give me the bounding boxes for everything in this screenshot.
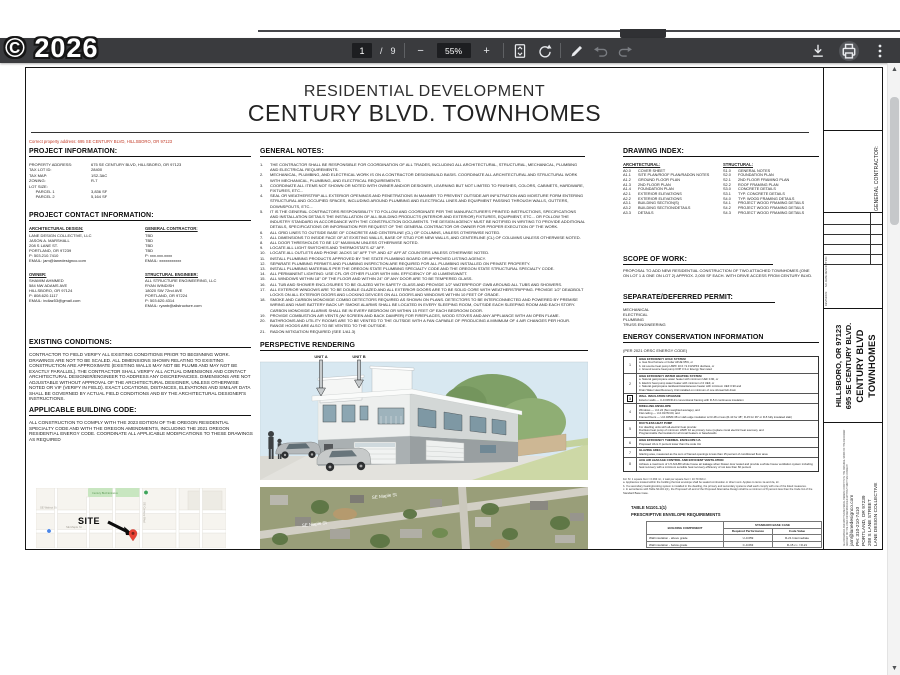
note-number: 20. [260, 318, 266, 324]
project-name-box [824, 309, 882, 423]
page-number-input[interactable] [352, 43, 372, 58]
redo-button[interactable] [617, 41, 633, 61]
contact-block [145, 272, 257, 309]
info-label: ZONING: [29, 178, 46, 184]
note-number: 17. [260, 286, 266, 292]
energy-row-content [637, 448, 818, 457]
vicinity-map-image [36, 488, 226, 548]
title-block [823, 68, 882, 549]
info-label: PROPERTY ADDRESS: [29, 162, 73, 167]
zoom-out-button[interactable]: − [413, 41, 429, 61]
energy-row-content [637, 404, 818, 420]
energy-row-number-cell [624, 357, 637, 373]
component-cell: Wall insulation - below grade [647, 541, 724, 548]
contact-block-title: GENERAL CONTRACTOR: [145, 226, 198, 231]
firm-line: PH: 310-210-7410 [855, 506, 861, 546]
sheet-name: COVER SHEET [638, 168, 666, 173]
project-name-line: CENTURY BLVD TOWNHOMES [854, 328, 877, 403]
col-code-value: Code Value [773, 528, 822, 535]
firm-line: jam@lanedesignco.com [849, 494, 855, 546]
scope-of-work-body: PROPOSAL TO ADD NEW RESIDENTIAL CONSTRUCTION OF TWO ATTACHED TOWNHOMES (ONE ON LOT 1 & ONE ON LOT 2) APPROX. 2,000 SF EACH. WITH DRIVE ACCESS FROM CENTURY BLVD. [623, 268, 813, 278]
energy-footnote: a. Appliances located within the building thermal envelope shall be sealed combustion or direct vent. Applies to items 1a and 2a, 2c. [623, 481, 780, 485]
info-label: LOT SIZE: [29, 183, 48, 189]
energy-table-row [624, 458, 818, 470]
energy-table-row [624, 374, 818, 394]
energy-row-title: ACH AIR LEAKAGE CONTROL AND EFFICIENT VENTILATION [639, 458, 724, 463]
info-value: R-7 [91, 178, 98, 184]
note-number: 1. [260, 162, 264, 167]
note-number: 2. [260, 172, 264, 178]
unit-a-label: UNIT A [314, 354, 328, 359]
map-street-label: SE Century Blvd [142, 502, 147, 523]
sheet-number: S2.2 [723, 182, 731, 187]
info-value: 5,164 SF [91, 194, 108, 200]
general-notes-header: GENERAL NOTES: [260, 148, 585, 157]
toolbar-center-group [352, 38, 633, 63]
note-text: ALL DIMENSIONS TO INSIDE FACE OF AT EXISTING WALLS, BASE OF STUD FOR NEW WALLS, AND CENTERLINE (CL) OF COLUMNS UNLESS OTHERWISE NOTED. [270, 234, 581, 240]
energy-row-body: a. Gas fired furnace or boiler AFUE 95%, or b. Air-source heat pump HSPF 10.0 / 9.0 HSPF2 ductless, or c. Ground source heat pump COP 3.3 or Energy Star rated [639, 360, 715, 372]
note-text: LOCATE ALL LIGHT SWITCHES AND THERMOSTATS 42" AFF. [270, 245, 385, 251]
energy-table-row [624, 394, 818, 404]
sheet-number: A1.4 [623, 187, 631, 192]
sheet-name: TYP. WOOD FRAMING DETAILS [738, 196, 795, 201]
envelope-table-row [647, 535, 822, 542]
scroll-up-button[interactable]: ▲ [888, 63, 900, 76]
sheet-name: BUILDING SECTION(S) [638, 201, 679, 206]
title-rule [31, 132, 809, 133]
sheet-number: A0.0 [623, 168, 631, 173]
energy-row-title: HIGH EFFICIENCY THERMAL ENVELOPE UA [639, 438, 701, 443]
architectural-title: ARCHITECTURAL: [623, 162, 661, 167]
note-number: 6. [260, 229, 264, 235]
existing-conditions-body: CONTRACTOR TO FIELD VERIFY ALL EXISTING CONDITIONS PRIOR TO BEGINNING WORK. DRAWINGS ARE NOT TO BE SCALED. ALL DIMENSIONS SHOWN RELATING TO EXISTING CONSTRUCTION ARE APPROXIMATE (EXISTING WALLS MAY NOT BE PLUMB AND MAY NOT BE EXACTLY PARALLEL). THE CONTRACTOR SHALL VERIFY ALL ACTUAL DIMENSIONS AND CONTACT ARCHITECTURAL DESIGNER/ENGINEER TO ADDRESS ANY DISCREPANCIES. DIMENSIONS ARE NOT ADJUSTABLE WITHOUT APPROVAL OF THE ARCHITECTURAL DESIGNER, UNLESS OTHERWISE NOTED OR VIF (VERIFY IN FIELD). EXACT LOCATIONS, DISTANCES, ELEVATIONS AND SIMILAR DATA SHALL BE GOVERNED BY ACTUAL FIELD CONDITIONS AND BY THE ARCHITECTURAL DESIGNER'S INSTRUCTIONS. [29, 352, 251, 401]
note-text: ALL DOOR THRESHOLDS TO BE 1/2" MAXIMUM UNLESS OTHERWISE NOTED. [270, 240, 419, 246]
energy-row-content [637, 394, 818, 403]
energy-row-number-cell [624, 404, 637, 420]
page-total: 9 [390, 45, 396, 56]
note-text: SMOKE AND CARBON MONOXIDE COMBO DETECTORS REQUIRED AS SHOWN ON PLANS. DETECTORS TO BE INTERCONNECTED AND POWERED BY PREMISE WIRING AND HAVE BATTERY BACK UP. SMOKE ALARMS SHALL BE LOCATED IN EVERY SLEEPING ROOM, OUTSIDE EACH SLEEPING ROOM AND EACH STORY. CARBON MONOXIDE ALARMS SHALL BE IN EVERY BEDROOM OR WITHIN 15 FEET OF EACH BEDROOM DOOR. [270, 297, 578, 313]
sheet-name: EXTERIOR ELEVATIONS [638, 196, 682, 201]
energy-row-content [637, 421, 818, 437]
sheet-number: S2.0 [723, 173, 731, 178]
sheet-number: S3.0 [723, 187, 731, 192]
energy-table-row [624, 448, 818, 458]
rotate-icon [536, 43, 552, 59]
energy-table-row [624, 357, 818, 374]
contact-block-lines: TBD TBD TBD TBD P: xxx.xxx.xxxx EMAIL: xxxxxxxxxxx [145, 232, 182, 263]
redo-icon [617, 43, 633, 59]
sheet-name: ROOF FRAMING PLAN [738, 182, 779, 187]
energy-footnotes [623, 478, 819, 495]
firm-box [824, 423, 882, 549]
map-transit-dot [47, 529, 51, 533]
contact-block-lines: ALL STRUCTURE ENGINEERING, LLC RYAN WINDISH 18020 SW 72nd AVE PORTLAND, OR 97224 P: 503.620.4314 EMAIL: ryanb@allstructure.com [145, 278, 217, 308]
note-number: 5. [260, 208, 264, 214]
note-number: 10. [260, 250, 266, 256]
firm-line: LANE DESIGN COLLECTIVE [873, 482, 879, 546]
note-text: RADON MITIGATION REQUIRED (SEE 1/A1.3) [270, 328, 356, 334]
sheet-number: A1.1 [623, 173, 631, 178]
copyright-watermark: © 2026 [5, 33, 99, 63]
energy-row-content [637, 458, 818, 470]
contact-block [29, 272, 141, 309]
more-options-button[interactable] [872, 41, 888, 61]
note-text: ALL EXTERIOR WINDOWS ARE TO BE DOUBLE GLAZED AND ALL EXTERIOR DOORS ARE TO BE SOLID CORE WITH WEATHERSTRIPPING. PROVIDE 1/2" DEADBOLT LOCKS ON ALL EXTERIOR DOORS AND LOCKING DEVICES ON ALL DOORS AND WINDOWS WITHIN 10 FEET OF GRADE. [270, 286, 584, 298]
zoom-level-display[interactable]: 55% [437, 43, 471, 58]
note-number: 9. [260, 245, 264, 251]
sheet-name: TYP. CONCRETE DETAILS [738, 192, 785, 197]
pdf-toolbar [0, 38, 900, 63]
more-vert-icon [872, 43, 888, 59]
sheet-name: 2ND FLOOR FRAMING PLAN [738, 177, 790, 182]
index-row [623, 211, 717, 216]
contact-block-title: ARCHITECTURAL DESIGN: [29, 226, 84, 231]
sheet-title: CENTURY BLVD. TOWNHOMES [247, 100, 602, 126]
contacts-header: PROJECT CONTACT INFORMATION: [29, 212, 251, 221]
sheet-number: A1.2 [623, 177, 631, 182]
note-text: ALL PERMANENT LIGHTING: USE CFL OR OTHER FLUOR WITH MIN. EFFICIENCY OF 40 LUMENS/WATT. [270, 271, 468, 277]
general-note-item [260, 287, 585, 297]
col-required-performance: Required Performance [724, 528, 773, 535]
note-text: COORDINATE ALL ITEMS NOT SHOWN OR NOTED WITH OWNER AND/OR DESIGNER, LEARNING BUT NOT LIMITED TO FINISHES, COLORS, CABINETS, HARDWARE, FIXTURES, ETC... [270, 182, 584, 194]
general-note-item [260, 162, 585, 172]
energy-row-number: 2 [629, 381, 631, 386]
aerial-street-label: SE Maple St [301, 519, 327, 528]
pdf-page [25, 67, 883, 550]
envelope-table-number: TABLE N1101.1(1) [631, 505, 667, 510]
note-text: SEPARATE PLUMBING PERMITS AND PLUMBING INSPECTION ARE REQUIRED FOR ALL PLUMBING INSTALLED ON PRIVATE PROPERTY. [270, 260, 531, 266]
sheet-name: GENERAL NOTES [738, 168, 771, 173]
energy-row-title: WALL INSULATION UPGRADE [639, 394, 681, 399]
sheet-name: DETAILS [638, 210, 654, 215]
undo-icon [593, 43, 609, 59]
index-row [723, 211, 819, 216]
note-number: 12. [260, 260, 266, 266]
pen-icon [569, 43, 585, 59]
sheet-name: GROUND FLOOR PLAN [638, 177, 680, 182]
component-cell: Wall insulation - above grade [647, 535, 724, 542]
print-button[interactable] [839, 41, 859, 61]
firm-line: 208 S LANE STREET [867, 499, 873, 546]
site-label: SITE [78, 516, 101, 526]
sheet-number: S4.1 [723, 201, 731, 206]
info-label: PARCEL 2 [29, 194, 55, 200]
print-icon [839, 41, 859, 61]
note-number: 18. [260, 297, 266, 303]
project-name-line: 695 SE CENTURY BLVD. [843, 322, 853, 409]
general-note-item [260, 183, 585, 193]
energy-row-number-cell [624, 458, 637, 470]
note-number: 11. [260, 255, 266, 261]
revisions-box [824, 213, 882, 309]
sheet-number: S1.0 [723, 168, 731, 173]
energy-row-number: 5 [629, 427, 631, 432]
annotate-button[interactable] [569, 41, 585, 61]
note-text: PROVIDE COMBUSTION AIR VENTS (W/ SCREEN AND BACK DAMPER) FOR FIREPLACES, WOOD STOVES AND ANY APPLIANCE WITH AN OPEN FLAME. [270, 312, 560, 318]
general-note-item [260, 318, 585, 328]
note-number: 21. [260, 328, 266, 334]
sheet-subtitle: RESIDENTIAL DEVELOPMENT [303, 83, 546, 100]
sheet-name: FOUNDATION PLAN [738, 173, 774, 178]
map-park-dot [144, 490, 148, 494]
perspective-rendering-image [260, 352, 588, 480]
fit-page-icon [512, 43, 528, 59]
contact-block-lines: LANE DESIGN COLLECTIVE, LLC JASON A. MARSHALL 208 S LANE ST. PORTLAND, OR 97239 P: 503.210.7410 EMAIL: jam@lanedesignco.com [29, 232, 92, 263]
energy-row-title: GLAZING AREA [639, 448, 661, 453]
project-name-line: HILLSBORO, OR 97123 [833, 324, 843, 407]
info-label: TAX LOT ID: [29, 167, 52, 173]
energy-row-number: 6 [629, 440, 631, 445]
general-note-item [260, 172, 585, 182]
sheet-number: A3.1 [623, 201, 631, 206]
energy-row-number: 1 [629, 362, 631, 367]
note-number: 3. [260, 182, 264, 188]
energy-row-title: HIGH EFFICIENCY HVAC SYSTEM [639, 357, 686, 362]
deferred-permit-item: MECHANICAL [623, 307, 650, 312]
energy-row-number-cell [624, 374, 637, 393]
structural-title: STRUCTURAL: [723, 162, 754, 167]
general-contractor-box [824, 131, 882, 213]
energy-row-number-cell [624, 421, 637, 437]
toolbar-divider [560, 43, 561, 58]
note-number: 8. [260, 240, 264, 246]
sheet-name: FOUNDATION PLAN [638, 187, 674, 192]
browser-chrome-divider [258, 30, 900, 32]
info-label: TAX MAP: [29, 172, 48, 178]
existing-conditions-header: EXISTING CONDITIONS: [29, 339, 251, 348]
sheet-number: S2.1 [723, 177, 731, 182]
note-text: ALL WINDOWS WITHIN 18" OF THE FLOOR AND WITHIN 24" OF ANY DOOR ARE TO BE TEMPERED GLASS. [270, 276, 473, 282]
col-building-component: BUILDING COMPONENT [647, 522, 724, 535]
info-value: 28400 [91, 167, 103, 173]
contact-block [145, 226, 257, 263]
note-number: 15. [260, 276, 266, 282]
aerial-street-label: SE Maple St [371, 491, 397, 500]
energy-footnote: For SI: 1 square foot = 0.093 m², 1 watt per square foot = 10.79 W/m². [623, 478, 707, 481]
contact-block-title: OWNER: [29, 271, 47, 277]
fit-page-button[interactable] [512, 41, 528, 61]
firm-line: PORTLAND, OR 97239 [861, 495, 867, 546]
project-info-rows [29, 162, 255, 200]
envelope-requirements-table [646, 521, 822, 548]
undo-button[interactable] [593, 41, 609, 61]
info-label: PARCEL 1 [29, 189, 55, 195]
energy-table-row [624, 438, 818, 448]
deferred-permit-item: PLUMBING [623, 317, 644, 322]
note-text: IT IS THE GENERAL CONTRACTORS RESPONSIBILITY TO FOLLOW AND COORDINATE PER THE MANUFACTURER'S PRINTED INSTRUCTIONS, SPECIFICATIONS AND INSTALLATION DETAILS THE INSTALLATION OF ALL BUILDING PRODUCTS (INTERIOR AND EXTERIOR) FIXTURES, EQUIPMENT, ETC... OR FOLLOW THE INDUSTRY STANDARD IN ACCORDANCE WITH THE CONSTRUCTION DOCUMENTS. THE DESIGN AGENCY MUST BE NOTIFIED IN WRITING TO PROVIDE ADDITIONAL DETAILS, SPECIFICATIONS OR INFORMATION PER REQUEST OF THE GENERAL CONTRACTOR OR OWNER FOR PROPER EXECUTION OF THE WORK. [270, 208, 585, 230]
map-street-label: SE Walnut St [40, 505, 57, 510]
energy-row-title: DWELLING ENVELOPE [639, 404, 671, 409]
sheet-name: PROJECT WOOD FRAMING DETAILS [738, 201, 805, 206]
general-note-item [260, 209, 585, 230]
note-text: INSTALL PLUMBING MATERIALS PER THE OREGON STATE PLUMBING SPECIALTY CODE AND THE OREGON STATE STRUCTURAL SPECIALTY CODE. [270, 266, 555, 272]
energy-header: ENERGY CONSERVATION INFORMATION [623, 334, 819, 343]
download-button[interactable] [810, 41, 826, 61]
toolbar-divider [503, 43, 504, 58]
scope-of-work-header: SCOPE OF WORK: [623, 256, 773, 265]
unit-b-label: UNIT B [352, 354, 366, 359]
info-value: 675 SE CENTURY BLVD, HILLSBORO, OR 97123 [91, 162, 182, 167]
energy-row-body: Achieve a maximum of 1.5 ACH50 whole house air leakage when blower door tested and provide a whole house ventilation system including heat recovery with a minimum sensible heat recovery efficiency of not less than 60 percent [639, 461, 813, 470]
sheet-number: A1.3 [623, 182, 631, 187]
sheet-number: A3.2 [623, 206, 631, 211]
note-text: ALL TUB AND SHOWER ENCLOSURES TO BE GLAZED WITH SAFETY GLASS AND PROVIDE 1/2" WATERPROOF GWB AROUND ALL TUBS AND SHOWERS. [270, 281, 563, 287]
project-info-header: PROJECT INFORMATION: [29, 148, 251, 157]
energy-row-content [637, 374, 818, 393]
col-standard-base-case: STANDARD BASE CASE [724, 522, 822, 529]
toolbar-right-group [810, 38, 888, 63]
browser-chrome-tab [620, 29, 666, 38]
deferred-permit-items [623, 307, 666, 327]
aerial-photo-image [260, 487, 588, 549]
project-name-lines [826, 311, 880, 421]
contact-block [29, 226, 141, 263]
rotate-button[interactable] [536, 41, 552, 61]
energy-row-title: DUCTLESS HEAT PUMP [639, 421, 673, 426]
energy-row-number-cell [624, 438, 637, 447]
deferred-permit-header: SEPARATE/DEFERRED PERMIT: [623, 294, 775, 303]
general-note-item [260, 193, 585, 209]
drawing-index-architectural [623, 162, 717, 216]
energy-subheader: (PER 2021 ORSC ENERGY CODE) [623, 348, 688, 353]
building-code-header: APPLICABLE BUILDING CODE: [29, 407, 251, 416]
contact-block-lines: SHAMIM AHMMED 584 NW ADAMS AVE HILLSBORO, OR 97124 P: 808.620.1117 EMAIL: indiaz53@gmail.com [29, 278, 81, 303]
drawing-index-structural [723, 162, 819, 216]
note-text: INSTALL PLUMBING PRODUCTS APPROVED BY THE STATE PLUMBING BOARD OR APPROVED LISTING AGENCY. [270, 255, 486, 261]
energy-row-number: 8 [629, 462, 631, 467]
code-value-cell: R-21 Intermediate [773, 535, 822, 542]
energy-table-row [624, 421, 818, 438]
energy-row-title: HIGH EFFICIENCY WATER HEATING SYSTEM [639, 374, 702, 379]
project-info-row [29, 194, 255, 199]
drawing-index-header: DRAWING INDEX: [623, 148, 819, 157]
energy-row-body: For dwelling units with all-electric heat provide: Ductless heat pump of minimum HSPF 10 as primary zone (replace zonal electric heat sources), and Programmable thermostats for all zonal heaters or baseboards [639, 424, 764, 436]
correction-note: Correct property address: 695 SE CENTURY BLVD, HILLSBORO, OR 97123 [29, 139, 173, 144]
download-icon [810, 43, 826, 59]
note-number: 4. [260, 193, 264, 199]
energy-footnote: b. If a secondary heating/cooling system is installed in the dwelling, the primary and secondary systems shall each comply with one of the listed measures. [623, 484, 807, 488]
general-note-item [260, 329, 585, 334]
sheet-name: CONCRETE DETAILS [738, 187, 776, 192]
energy-row-number: 3 [627, 395, 634, 402]
firm-lines [850, 426, 880, 546]
sheet-name: 2ND FLOOR PLAN [638, 182, 671, 187]
deferred-permit-item: TRUSS ENGINEERING [623, 322, 666, 327]
note-text: THE CONTRACTOR SHALL BE RESPONSIBLE FOR COORDINATION OF ALL TRADES, INCLUDING ALL ARCHITECTURAL, STRUCTURAL, MECHANICAL, PLUMBING AND ELECTRICAL REQUIREMENTS. [270, 162, 578, 173]
map-park-label: Century Blvd Entrance [92, 491, 118, 495]
note-text: MECHANICAL, PLUMBING, AND ELECTRICAL WORK IS ON A CONTRACTOR DESIGN/BUILD BASIS. COORDINATE ALL ARCHITECTURAL AND STRUCTURAL WORK WITH MECHANICAL, PLUMBING, AND ELECTRICAL REQUIREMENTS. [270, 172, 578, 183]
energy-row-number: 7 [629, 450, 631, 455]
sheet-number: A2.1 [623, 192, 631, 197]
toolbar-divider [404, 43, 405, 58]
contact-block-title: STRUCTURAL ENGINEER: [145, 271, 198, 277]
note-number: 13. [260, 266, 266, 272]
envelope-table-row [647, 541, 822, 548]
code-value-cell: R-15 c.i. / R-21 [773, 541, 822, 548]
energy-table-row [624, 404, 818, 421]
note-number: 19. [260, 312, 266, 318]
energy-table [623, 356, 819, 472]
sheet-name: EXTERIOR ELEVATIONS [638, 192, 682, 197]
energy-row-body: a. Natural gas/propane water heater with minimum UEF 0.90, or b. Electric heat pump water heater with minimum 2.0 UEF, or c. Natural gas/propane tankless/instantaneous heater with minimum UEF 0.90 and Drain Water Heat Recovery Unit installed on minimum of one shower/tub drain [639, 377, 742, 392]
drawing-index [623, 162, 819, 216]
general-contractor-label: GENERAL CONTRACTOR: [873, 145, 880, 211]
note-number: 16. [260, 281, 266, 287]
general-note-item [260, 297, 585, 313]
perspective-header: PERSPECTIVE RENDERING [260, 342, 588, 351]
note-text: SEAL OR WEATHERSTRIP ALL EXTERIOR OPENINGS AND PENETRATIONS IN MANNER TO PREVENT OUTSIDE AIR INFILTRATION AND MOISTURE FORM ENTERING STRUCTURAL AND OCCUPIED SPACES, INCLUDING AROUND PLUMBING AND ELECTRICAL LINES AND EQUIPMENT PASSING THROUGH WALLS, GUTTERS, DOWNSPOUTS, ETC... [270, 193, 584, 209]
sheet-number: S4.3 [723, 210, 731, 215]
energy-row-number-cell [624, 448, 637, 457]
sheet-number: A2.2 [623, 196, 631, 201]
sheet-name: SITE PLAN/ROOF PLAN/RADON NOTES [638, 173, 710, 178]
energy-row-body: Glazing area, measured as the sum of framed openings is less than 15 percent of conditioned floor area [639, 451, 768, 456]
vertical-scrollbar[interactable] [887, 63, 900, 675]
energy-row-content [637, 357, 818, 373]
building-code-body: ALL CONSTRUCTION TO COMPLY WITH THE 2023 EDITION OF THE OREGON RESIDENTIAL SPECIALTY CODE AND WITH THE OREGON AMENDMENTS, INCLUDING THE 2021 OREGON RESIDENTIAL ENERGY CODE. COORDINATE ALL APPLICABLE MODIFICATIONS TO THESE DRAWINGS AS REQUIRED [29, 420, 253, 442]
envelope-table-title: PRESCRIPTIVE ENVELOPE REQUIREMENTS [631, 512, 721, 517]
energy-row-number-cell [624, 394, 637, 403]
note-number: 14. [260, 271, 266, 277]
page-separator: / [380, 45, 383, 56]
sheet-name: BUILDING SECTION/DETAILS [638, 206, 691, 211]
energy-row-content [637, 438, 818, 447]
info-value: 1S2-3AC [91, 172, 108, 178]
sheet-name: PROJECT WOOD FRAMING DETAILS [738, 210, 805, 215]
sheet-name: PROJECT WOOD FRAMING DETAILS [738, 206, 805, 211]
contact-blocks [29, 226, 257, 308]
energy-row-number: 4 [629, 410, 631, 415]
sheet-number: A3.3 [623, 210, 631, 215]
revisions-label: REVISIONS:NO. DATE DESCRIPTION [825, 256, 828, 306]
note-text: LOCATE ALL OUTLETS AND PHONE JACKS 16" AFF TYP. AND 42" AFF AT COUNTERS UNLESS OTHERWISE NOTED. [270, 250, 490, 256]
general-notes-list [260, 162, 585, 338]
stamp-box [824, 68, 882, 131]
energy-row-body: Windows — U-0.24 (Sun weighted average), and Flat ceiling — U-0.017/R-60, and Framed floors — U-0.025/R-38 or slab edge insulation w/ R-48 or less (R-10 for 48"; R-15 for 36" or R-5 fully insulated slab) [639, 407, 792, 419]
map-street-label: SE Maple St [66, 525, 82, 529]
sheet-number: S4.2 [723, 206, 731, 211]
sheet-number: S4.0 [723, 196, 731, 201]
sheet-number: S3.1 [723, 192, 731, 197]
required-cell: C-0.063 [724, 541, 773, 548]
required-cell: U-0.059 [724, 535, 773, 542]
scroll-down-button[interactable]: ▼ [888, 662, 900, 675]
note-number: 7. [260, 234, 264, 240]
energy-footnote: c. In accordance with Table N1104.1(1), the Proposed UA and of the Proposed Alternative Design shall be a minimum of 8 percent less than the Code UA of the Standard Base Case. [623, 488, 813, 495]
scrollbar-thumb[interactable] [890, 97, 899, 225]
note-text: ALL GRID LINES TO OUTSIDE BASE OF CONCRETE AND CENTERLINE (CL) OF COLUMNS, UNLESS OTHERWISE NOTED. [270, 229, 501, 235]
note-text: BATHROOMS AND UTILITY ROOMS ARE TO BE VENTED TO THE OUTSIDE WITH A FAN CAPABLE OF PRODUCING A MINIMUM OF 4 AIR CHANGES PER HOUR. RANGE HOODS ARE ALSO TO BE VENTED TO THE OUTSIDE. [270, 318, 571, 329]
energy-row-body: Proposed UA is X percent lower than the code UA [639, 441, 701, 446]
info-value: 3,836 SF [91, 189, 108, 195]
zoom-in-button[interactable]: + [479, 41, 495, 61]
energy-row-body: Exterior walls — U-0.045/R-21 conventional framing with R-5.0 continuous insulation [639, 397, 744, 402]
firm-fine-print: ALL DRAWINGS AND WRITTEN MATERIAL HEREIN CONSTITUTE THE ORIGINAL WORK OF THE DESIGNER AND MAY NOT BE USED OR REPRODUCED WITHOUT WRITTEN CONSENT. [843, 429, 849, 546]
deferred-permit-item: ELECTRICAL [623, 312, 648, 317]
